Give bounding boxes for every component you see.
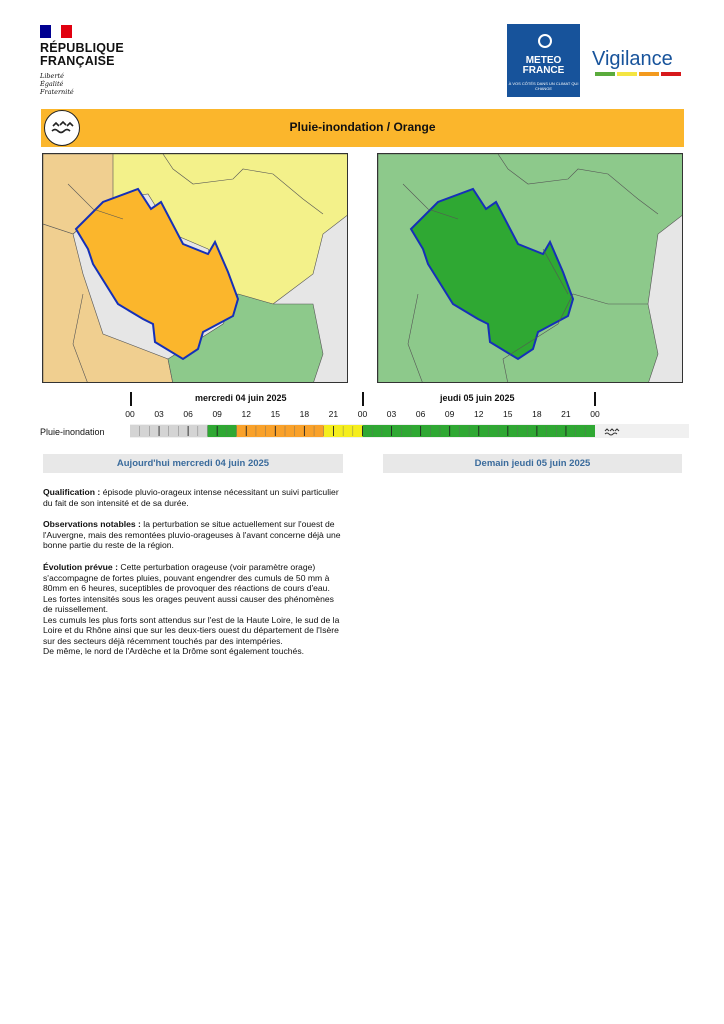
republic-name: RÉPUBLIQUE FRANÇAISE <box>40 41 124 68</box>
timeline-tick-label: 12 <box>241 409 251 419</box>
timeline-tick-label: 06 <box>415 409 426 419</box>
timeline-tick-label: 00 <box>590 409 600 419</box>
timeline-tick-label: 15 <box>503 409 513 419</box>
timeline-row-label: Pluie-inondation <box>40 427 105 437</box>
timeline-day1-label: mercredi 04 juin 2025 <box>195 393 287 403</box>
timeline-tick-label: 06 <box>183 409 193 419</box>
qualification-paragraph: Qualification : épisode pluvio-orageux intense nécessitant un suivi particulier du fait de son intensité et de sa durée. <box>43 487 339 508</box>
day-divider <box>594 392 596 406</box>
timeline-tick-label: 15 <box>270 409 281 419</box>
evolution-paragraph: Évolution prévue : Cette perturbation orageuse (voir paramètre orage) s'accompagne de fortes pluies, pouvant engendrer des cumuls de 50 mm à 80mm en 6 heures, suceptibles de provoquer des réactions de cours d'eau. Les fortes intensités sous les orages peuvent aussi causer des phénomènes de ruissellement. Les cumuls les plus forts sont attendus sur l'est de la Haute Loire, le sud de la Loire et du Rhône ainsi que sur les deux-tiers ouest du département de l'Isère sur des secteurs déjà récemment touchés par des intempéries. De même, le nord de l'Ardèche et la Drôme sont également touchés. <box>43 562 340 656</box>
map-tomorrow[interactable] <box>377 153 683 383</box>
timeline-tick-label: 09 <box>212 409 222 419</box>
timeline-tick-label: 09 <box>444 409 455 419</box>
map-today[interactable] <box>42 153 348 383</box>
meteo-globe-icon <box>538 34 552 48</box>
timeline-tick-label: 03 <box>386 409 397 419</box>
day-divider <box>362 392 364 406</box>
today-header: Aujourd'hui mercredi 04 juin 2025 <box>43 454 343 473</box>
timeline-tick-label: 12 <box>473 409 484 419</box>
timeline-segment <box>208 425 237 437</box>
tomorrow-header: Demain jeudi 05 juin 2025 <box>383 454 682 473</box>
alert-title: Pluie-inondation / Orange <box>289 120 436 134</box>
timeline-tick-label: 18 <box>532 409 542 419</box>
timeline-tick-label: 18 <box>299 409 310 419</box>
timeline-tick-label: 03 <box>154 409 164 419</box>
timeline-day2-label: jeudi 05 juin 2025 <box>440 393 515 403</box>
vigilance-logo[interactable]: Vigilance <box>592 48 673 70</box>
republic-motto: Liberté Égalité Fraternité <box>40 72 74 96</box>
timeline-tick-label: 21 <box>328 409 339 419</box>
rain-flood-small-icon <box>604 426 620 436</box>
french-flag-icon <box>40 25 72 38</box>
vigilance-color-bar <box>595 72 681 76</box>
timeline-tick-label: 21 <box>561 409 571 419</box>
timeline-segment <box>237 425 324 437</box>
observations-paragraph: Observations notables : la perturbation se situe actuellement sur l'ouest de l'Auvergne, mais des remontées pluvio-orageuses à l'avant concerne déjà une bonne partie du reste de la région. <box>43 519 341 550</box>
timeline-tick-label: 00 <box>357 409 368 419</box>
timeline-bar[interactable] <box>130 425 595 437</box>
day-divider <box>130 392 132 406</box>
timeline-tick-label: 00 <box>125 409 135 419</box>
meteo-france-logo[interactable]: METEO FRANCE À VOS CÔTÉS DANS UN CLIMAT QUI CHANGE <box>507 24 580 97</box>
